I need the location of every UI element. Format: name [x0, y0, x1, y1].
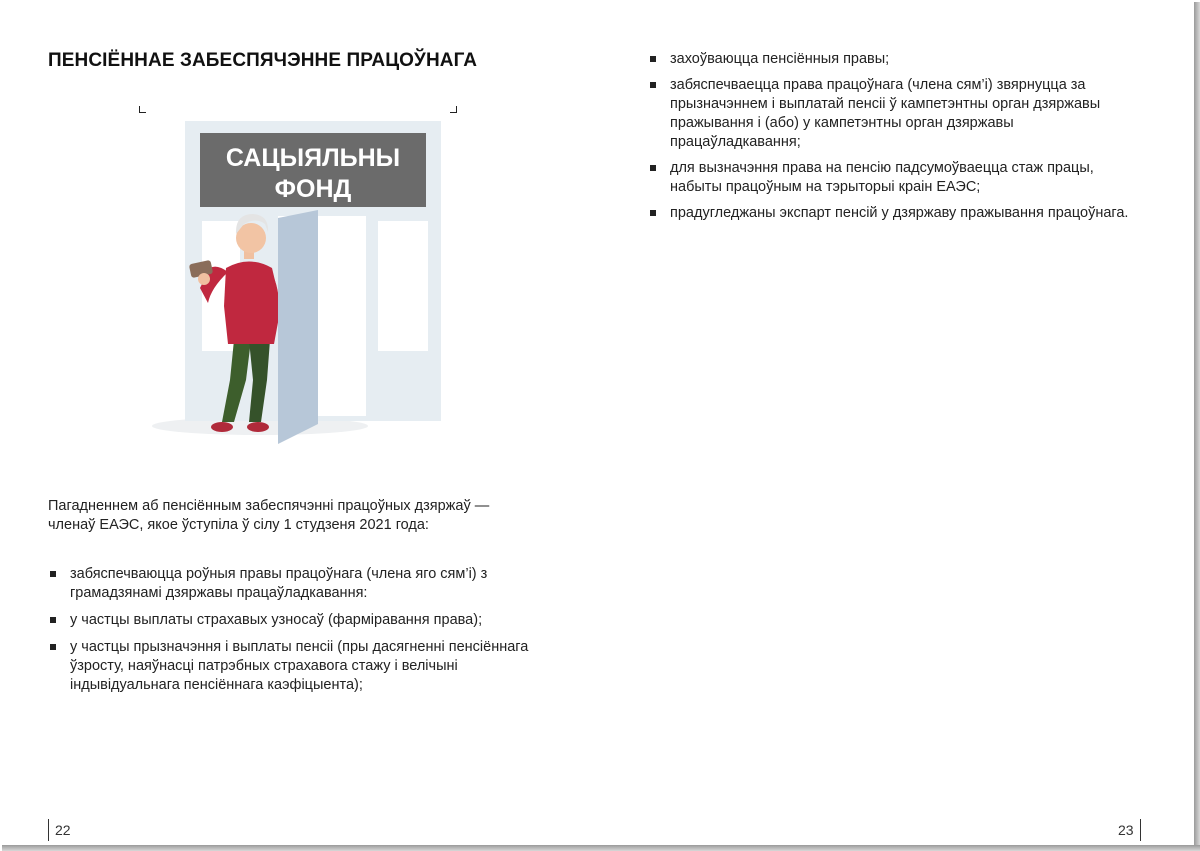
list-item: прадугледжаны экспарт пенсій у дзяржаву пражывання працоўнага.: [648, 204, 1148, 223]
right-bullet-list: [648, 50, 1148, 230]
sign-line-1: САЦЫЯЛЬНЫ: [225, 144, 401, 172]
page-title: ПЕНСІЁННАЕ ЗАБЕСПЯЧЭННЕ ПРАЦОЎНАГА: [48, 50, 478, 71]
window-right: [378, 221, 428, 351]
page-number-right: 23: [1118, 819, 1141, 841]
left-bullet-list: [48, 565, 546, 703]
page-shadow-bottom: [2, 845, 1200, 851]
list-item: у частцы прызначэння і выплаты пенсіі (пры дасягненні пенсіённага ўзросту, наяўнасці патрэбных страхавога стажу і велічыні індывідуальнага пенсіённага каэфіцыента);: [48, 638, 546, 695]
man-left-shoe: [211, 422, 233, 432]
page-shadow-right: [1194, 2, 1200, 851]
list-item: забяспечваюцца роўныя правы працоўнага (члена яго сям’і) з грамадзянамі дзяржавы працаўладкавання:: [48, 565, 546, 603]
page-number-left: 22: [48, 819, 71, 841]
list-item: забяспечваецца права працоўнага (члена сям’і) звярнуцца за прызначэннем і выплатай пенсіі ў кампетэнтны орган дзяржавы пражывання і (або) у кампетэнтны орган дзяржавы працаўладкавання;: [648, 76, 1148, 152]
man-right-shoe: [247, 422, 269, 432]
crop-mark-right: [450, 106, 457, 113]
list-item: у частцы выплаты страхавых узносаў (фарміравання права);: [48, 611, 546, 630]
sign-line-2: ФОНД: [274, 175, 352, 203]
crop-mark-left: [139, 106, 146, 113]
list-item: для вызначэння права на пенсію падсумоўваецца стаж працы, набыты працоўным на тэрыторыі краін ЕАЭС;: [648, 159, 1148, 197]
social-fund-illustration: [150, 118, 450, 448]
open-door: [278, 210, 318, 444]
intro-paragraph: Пагадненнем аб пенсіённым забеспячэнні працоўных дзяржаў — членаў ЕАЭС, якое ўступіла ў сілу 1 студзеня 2021 года:: [48, 498, 490, 533]
list-item: захоўваюцца пенсіённыя правы;: [648, 50, 1148, 69]
man-hand: [198, 273, 210, 285]
